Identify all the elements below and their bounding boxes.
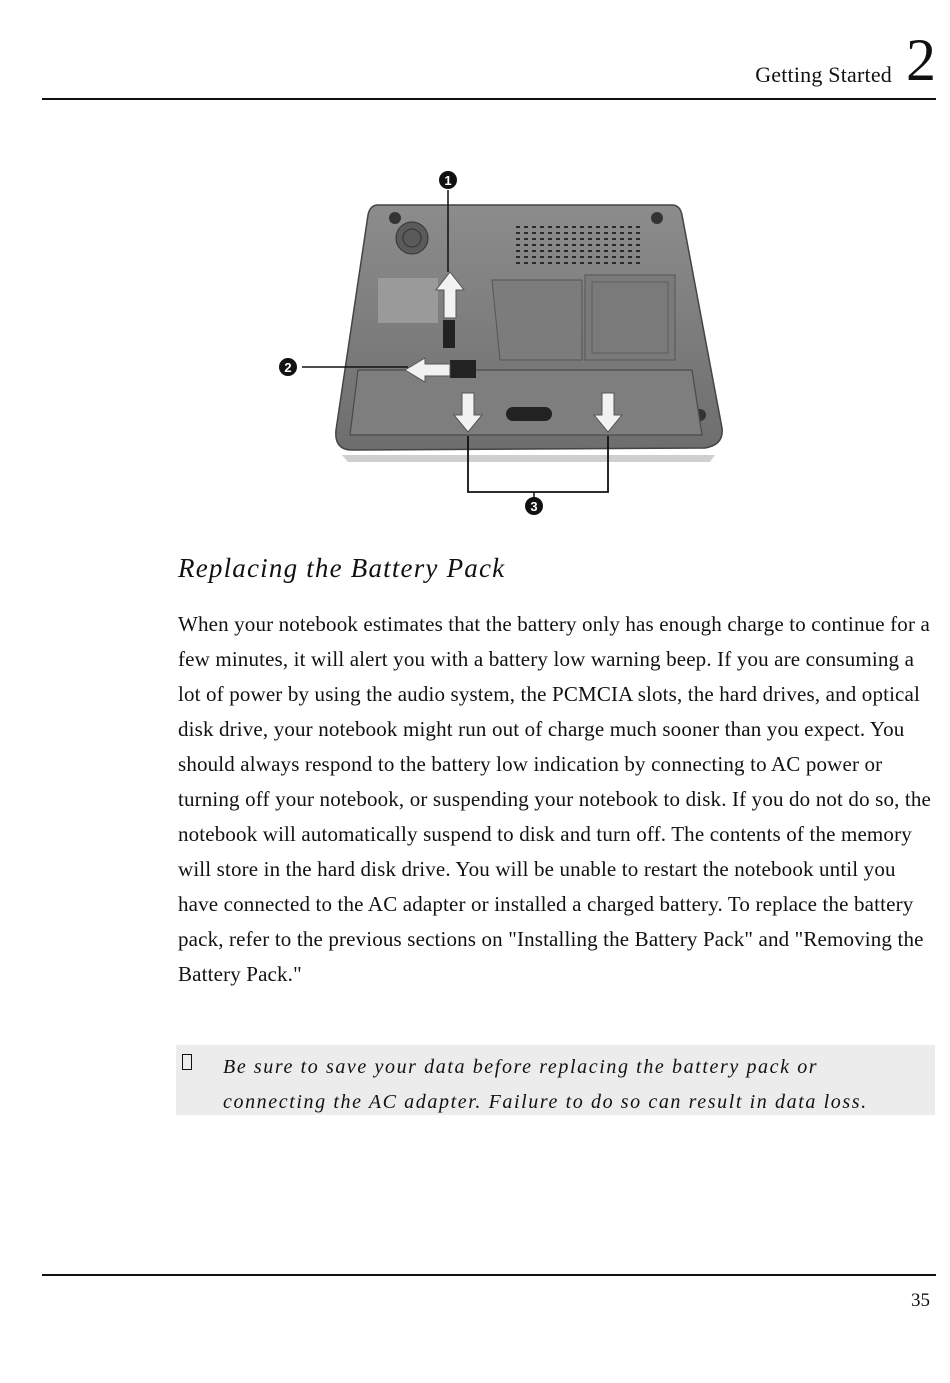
header-rule: [42, 98, 936, 100]
callout-2-marker: [279, 358, 297, 376]
notebook-underside-figure: [260, 160, 740, 530]
note-text: Be sure to save your data before replacing the battery pack or connecting the AC adapter. Failure to do so can result in data loss.: [223, 1056, 868, 1113]
section-title: Replacing the Battery Pack: [178, 553, 506, 583]
note-icon: [182, 1054, 192, 1070]
body-text: [178, 607, 938, 992]
header-section-title: Getting Started: [755, 62, 892, 87]
footer-rule: [42, 1274, 936, 1276]
page-header: [0, 0, 950, 100]
callout-3-marker: [525, 497, 543, 515]
svg-text:1: 1: [444, 173, 452, 188]
note-box: [176, 1045, 935, 1115]
svg-text:3: 3: [530, 499, 538, 514]
body-paragraph: When your notebook estimates that the battery only has enough charge to continue for a few minutes, it will alert you with a battery low warning beep. If you are consuming a lot of power by using the audio system, the PCMCIA slots, the hard drives, and optical disk drive, your notebook might run out of charge much sooner than you expect. You should always respond to the battery low indication by connecting to AC power or turning off your notebook, or suspending your notebook to disk. If you do not do so, the notebook will automatically suspend to disk and turn off. The contents of the memory will store in the hard disk drive. You will be unable to restart the notebook until you have connected to the AC adapter or installed a charged battery. To replace the battery pack, refer to the previous sections on "Installing the Battery Pack" and "Removing the Battery Pack.": [178, 612, 931, 986]
callout-1-marker: [439, 171, 457, 189]
header-chapter-number: 2: [906, 27, 936, 93]
page-number: 35: [911, 1290, 930, 1311]
svg-text:2: 2: [284, 360, 292, 375]
